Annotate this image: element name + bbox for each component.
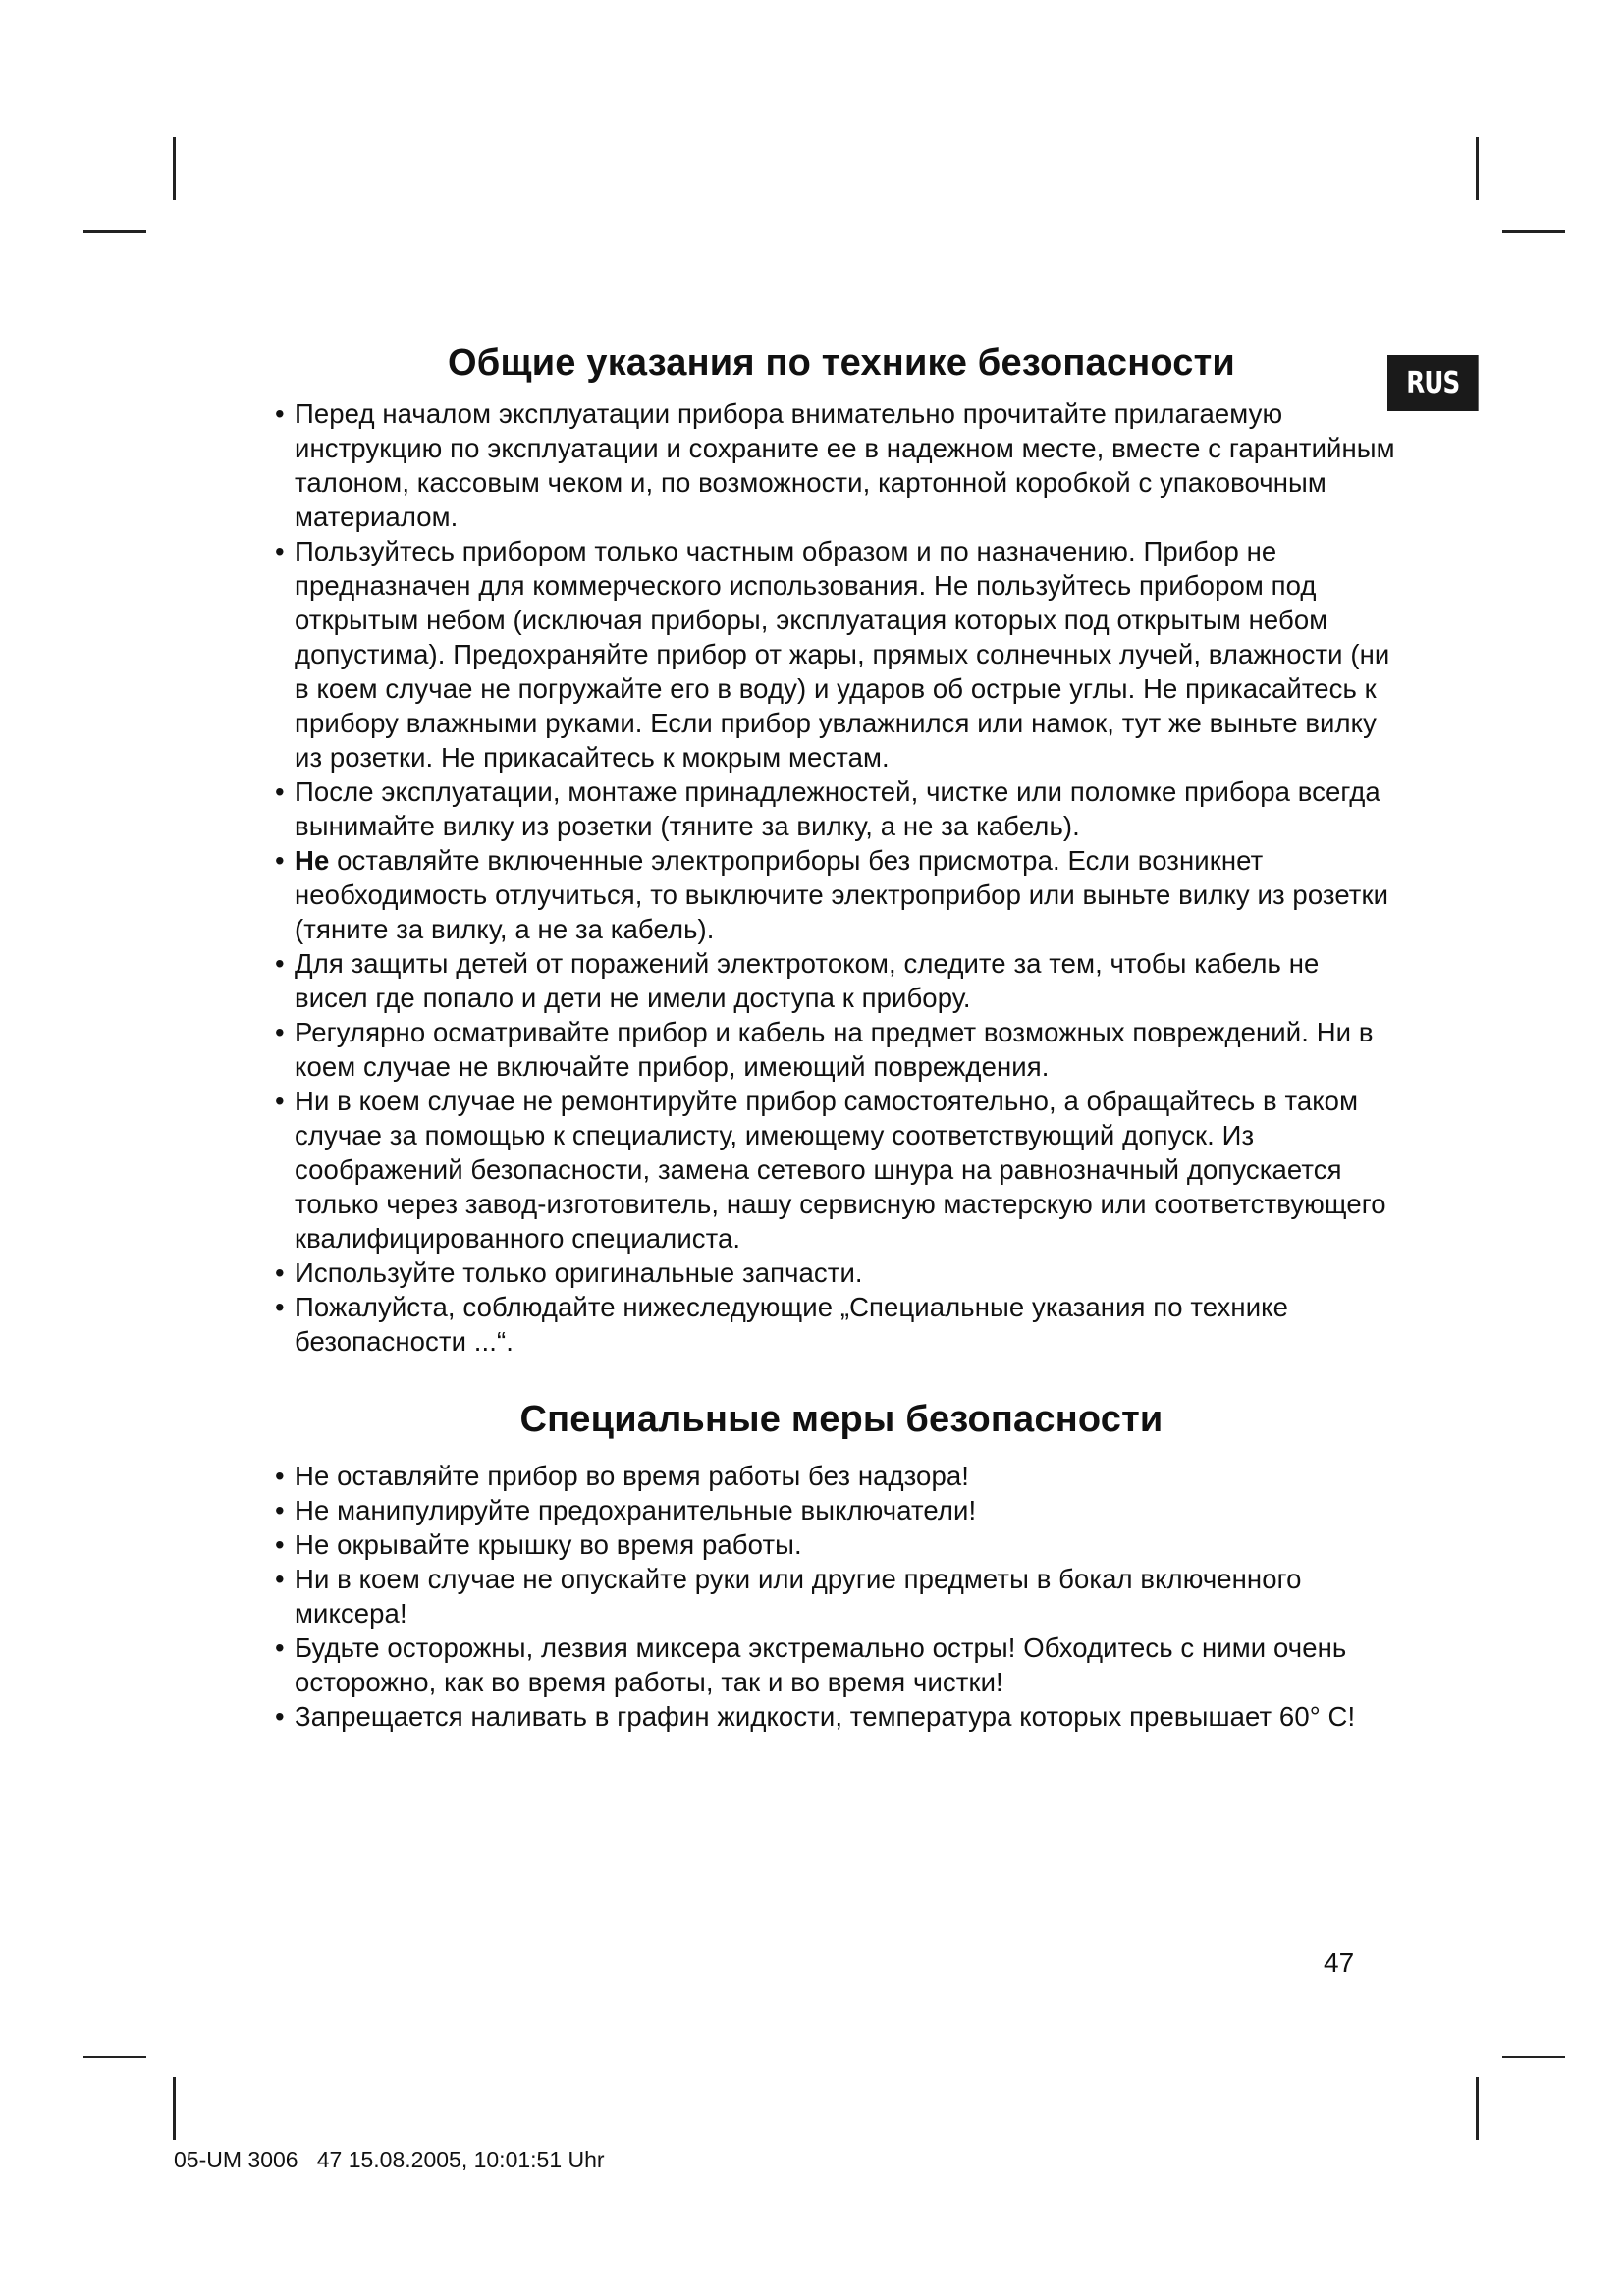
bullet-icon: •	[275, 536, 285, 566]
list-item-text: Будьте осторожны, лезвия миксера экстремально остры! Обходитесь с ними очень осторожно, как во время работы, так и во время чистки!	[295, 1632, 1347, 1697]
bullet-icon: •	[275, 1632, 285, 1663]
list-item	[257, 397, 1396, 534]
list-item	[257, 946, 1396, 1015]
list-item-text: Перед началом эксплуатации прибора внимательно прочитайте прилагаемую инструкцию по эксплуатации и сохраните ее в надежном месте, вместе с гарантийным талоном, кассовым чеком и, по возможности, картонной коробкой с упаковочным материалом.	[295, 399, 1395, 532]
list-item-text: После эксплуатации, монтаже принадлежностей, чистке или поломке прибора всегда вынимайте вилку из розетки (тяните за вилку, а не за кабель).	[295, 776, 1380, 841]
print-footer: 05-UM 3006 47 15.08.2005, 10:01:51 Uhr	[174, 2147, 605, 2172]
list-item-text: Регулярно осматривайте прибор и кабель на предмет возможных повреждений. Ни в коем случае не включайте прибор, имеющий повреждения.	[295, 1017, 1374, 1082]
special-safety-list	[257, 1459, 1396, 1734]
crop-mark-top-right-vertical	[1476, 137, 1479, 200]
list-item-text: Ни в коем случае не опускайте руки или другие предметы в бокал включенного миксера!	[295, 1564, 1302, 1629]
language-badge: RUS	[1387, 355, 1479, 411]
list-item	[257, 1290, 1396, 1359]
list-item	[257, 1015, 1396, 1084]
list-item-text: Пожалуйста, соблюдайте нижеследующие „Специальные указания по технике безопасности ...“.	[295, 1292, 1288, 1357]
page-content	[257, 338, 1396, 1734]
crop-mark-bottom-left-vertical	[173, 2077, 176, 2140]
crop-mark-top-left-vertical	[173, 137, 176, 200]
list-item	[257, 1255, 1396, 1290]
bullet-icon: •	[275, 1086, 285, 1116]
list-item-text: Не оставляйте прибор во время работы без надзора!	[295, 1461, 969, 1491]
list-item	[257, 1527, 1396, 1562]
list-item-text: Для защиты детей от поражений электротоком, следите за тем, чтобы кабель не висел где попало и дети не имели доступа к прибору.	[295, 948, 1320, 1013]
list-item-text: Пользуйтесь прибором только частным образом и по назначению. Прибор не предназначен для коммерческого использования. Не пользуйтесь прибором под открытым небом (исключая приборы, эксплуатация которых под открытым небом допустима). Предохраняйте прибор от жары, прямых солнечных лучей, влажности (ни в коем случае не погружайте его в воду) и ударов об острые углы. Не прикасайтесь к прибору влажными руками. Если прибор увлажнился или намок, тут же выньте вилку из розетки. Не прикасайтесь к мокрым местам.	[295, 536, 1390, 773]
list-item	[257, 1493, 1396, 1527]
emphasis-text: Не	[295, 845, 330, 876]
crop-mark-top-left-horizontal	[83, 230, 146, 233]
bullet-icon: •	[275, 1017, 285, 1047]
bullet-icon: •	[275, 948, 285, 979]
list-item-text: Не манипулируйте предохранительные выключатели!	[295, 1495, 977, 1525]
list-item-text: Не окрывайте крышку во время работы.	[295, 1529, 802, 1560]
list-item	[257, 843, 1396, 946]
bullet-icon: •	[275, 776, 285, 807]
list-item-text: Ни в коем случае не ремонтируйте прибор самостоятельно, а обращайтесь в таком случае за помощью к специалисту, имеющему соответствующий допуск. Из соображений безопасности, замена сетевого шнура на равнозначный допускается только через завод-изготовитель, нашу сервисную мастерскую или соответствующего квалифицированного специалиста.	[295, 1086, 1386, 1254]
bullet-icon: •	[275, 1461, 285, 1491]
section-title-general-safety: Общие указания по технике безопасности	[448, 343, 1235, 384]
section-title-special-safety: Специальные меры безопасности	[519, 1399, 1164, 1440]
crop-mark-bottom-right-vertical	[1476, 2077, 1479, 2140]
crop-mark-bottom-right-horizontal	[1502, 2056, 1565, 2058]
list-item	[257, 534, 1396, 774]
bullet-icon: •	[275, 399, 285, 429]
page-number: 47	[1324, 1948, 1355, 1978]
list-item	[257, 1630, 1396, 1699]
bullet-icon: •	[275, 845, 285, 876]
bullet-icon: •	[275, 1292, 285, 1322]
list-item	[257, 1562, 1396, 1630]
crop-mark-bottom-left-horizontal	[83, 2056, 146, 2058]
general-safety-list	[257, 397, 1396, 1359]
list-item-text: Запрещается наливать в графин жидкости, температура которых превышает 60° C!	[295, 1701, 1356, 1732]
bullet-icon: •	[275, 1564, 285, 1594]
bullet-icon: •	[275, 1495, 285, 1525]
crop-mark-top-right-horizontal	[1502, 230, 1565, 233]
list-item-text: оставляйте включенные электроприборы без присмотра. Если возникнет необходимость отлучиться, то выключите электроприбор или выньте вилку из розетки (тяните за вилку, а не за кабель).	[295, 845, 1389, 944]
list-item-text: Используйте только оригинальные запчасти.	[295, 1257, 863, 1288]
bullet-icon: •	[275, 1529, 285, 1560]
bullet-icon: •	[275, 1257, 285, 1288]
list-item	[257, 1699, 1396, 1734]
list-item	[257, 774, 1396, 843]
bullet-icon: •	[275, 1701, 285, 1732]
list-item	[257, 1084, 1396, 1255]
list-item	[257, 1459, 1396, 1493]
